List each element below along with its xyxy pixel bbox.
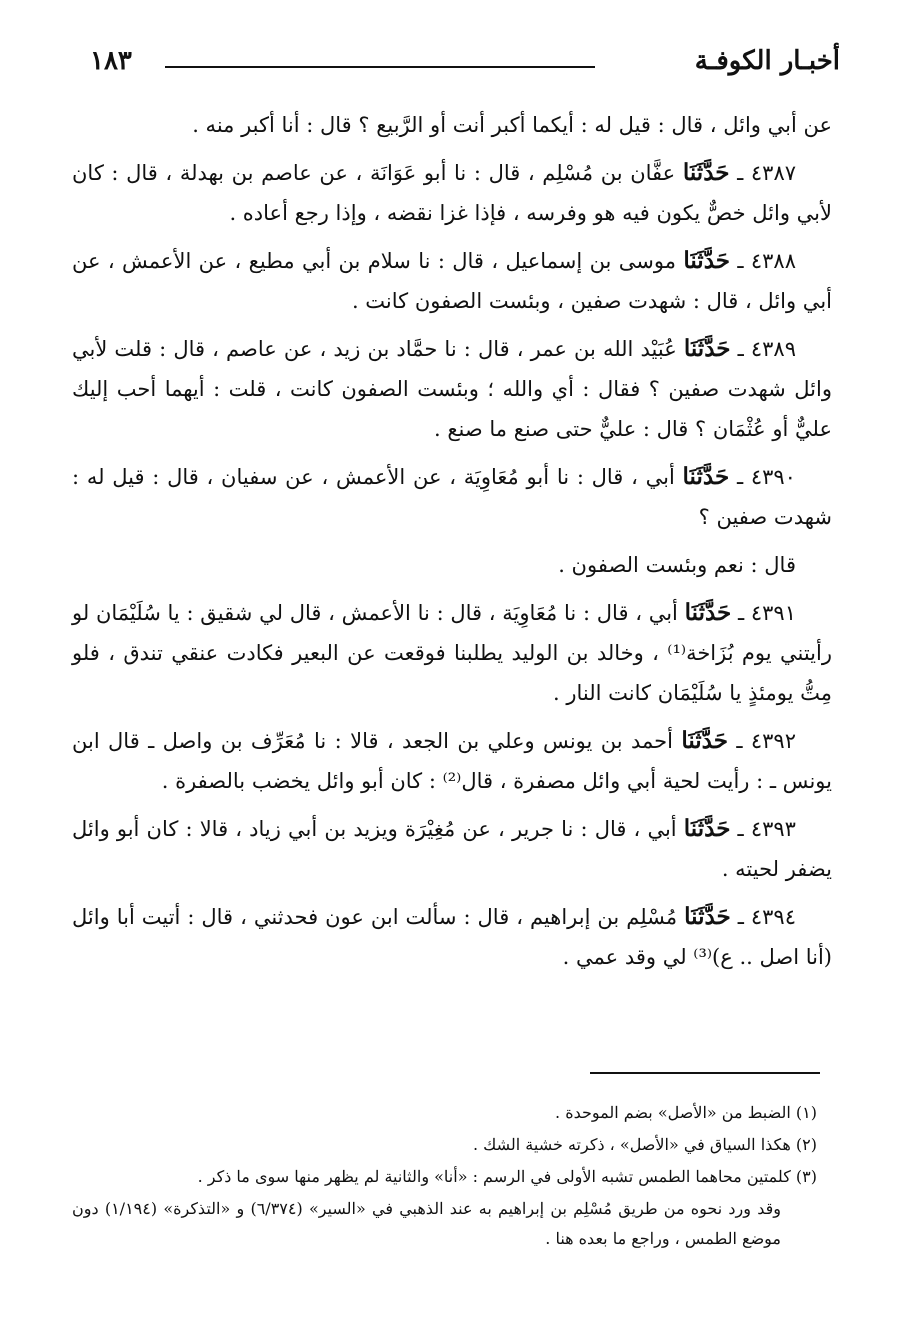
hadith-4390 <box>72 457 832 537</box>
hadith-number: ٤٣٨٧ ـ <box>737 161 797 185</box>
footnote-3: (٣) كلمتين محاهما الطمس تشبه الأولى في الرسم : «أنا» والثانية لم يظهر منها سوى ما ذكر . <box>197 1167 817 1186</box>
footnote-1: (١) الضبط من «الأصل» بضم الموحدة . <box>555 1103 817 1122</box>
hadith-4389 <box>72 329 832 449</box>
page-header <box>70 38 840 88</box>
hadith-number: ٤٣٨٩ ـ <box>737 337 796 361</box>
header-rule <box>165 66 595 68</box>
hadith-4390-reply <box>72 545 832 585</box>
hadith-text: عفَّان بن مُسْلِم ، قال : نا أبو عَوَانَة ، عن عاصم بن بهدلة ، قال : كان لأبي وائل خصٌّ يكون فيه هو وفرسه ، فإذا غزا نقضه ، وإذا رجع أعاده . <box>72 161 832 225</box>
hadith-number: ٤٣٩١ ـ <box>738 601 796 625</box>
hadith-lead: حَدَّثَنَا <box>684 903 731 930</box>
hadith-number: ٤٣٩٣ ـ <box>737 817 796 841</box>
footnotes <box>72 1098 817 1256</box>
hadith-4391 <box>72 593 832 713</box>
hadith-4387 <box>72 153 832 233</box>
hadith-text: أبي ، قال : نا مُعَاوِيَة ، قال : نا الأعمش ، قال لي شقيق : يا سُلَيْمَان لو رأيتني يوم بُزَاخة⁽¹⁾ ، وخالد بن الوليد يطلبنا فوقعت عن البعير فكادت عنقي تندق ، فلو مِتُّ يومئذٍ يا سُلَيْمَان كانت النار . <box>72 601 832 705</box>
page-number: ١٨٣ <box>90 46 132 76</box>
hadith-text: عُبَيْد الله بن عمر ، قال : نا حمَّاد بن زيد ، عن عاصم ، قال : قلت لأبي وائل شهدت صفين ؟ فقال : أي والله ؛ وبئست الصفون كانت ، قلت : أيهما أحب إليك عليٌّ أو عُثْمَان ؟ قال : عليٌّ حتى صنع ما صنع . <box>72 337 832 441</box>
hadith-lead: حَدَّثَنَا <box>684 599 732 626</box>
footnote-2: (٢) هكذا السياق في «الأصل» ، ذكرته خشية الشك . <box>472 1135 817 1154</box>
running-title: أخبـار الكوفـة <box>694 46 840 76</box>
main-text <box>72 105 832 985</box>
footnote-rule <box>590 1072 820 1074</box>
hadith-text: مُسْلِم بن إبراهيم ، قال : سألت ابن عون فحدثني ، قال : أتيت أبا وائل (أنا اصل .. ع)⁽³⁾ لي وقد عمي . <box>72 905 832 969</box>
hadith-lead: حَدَّثَنَا <box>683 247 730 274</box>
hadith-text: أحمد بن يونس وعلي بن الجعد ، قالا : نا مُعَرِّف بن واصل ـ قال ابن يونس ـ : رأيت لحية أبي وائل مصفرة ، قال⁽²⁾ : كان أبو وائل يخضب بالصفرة . <box>72 729 832 793</box>
hadith-number: ٤٣٩٠ ـ <box>736 465 796 489</box>
hadith-number: ٤٣٩٤ ـ <box>737 905 796 929</box>
hadith-text: أبي ، قال : نا أبو مُعَاوِيَة ، عن الأعمش ، عن سفيان ، قال : قيل له : شهدت صفين ؟ <box>72 465 832 529</box>
hadith-number: ٤٣٩٢ ـ <box>736 729 796 753</box>
hadith-text: قال : نعم وبئست الصفون . <box>558 553 796 577</box>
hadith-4394 <box>72 897 832 977</box>
hadith-lead: حَدَّثَنَا <box>682 463 730 490</box>
footnote-3-continuation: وقد ورد نحوه من طريق مُسْلِم بن إبراهيم به عند الذهبي في «السير» (٦/٣٧٤) و «التذكرة» (١/١٩٤) دون موضع الطمس ، وراجع ما بعده هنا . <box>72 1199 782 1248</box>
hadith-4393 <box>72 809 832 889</box>
hadith-4388 <box>72 241 832 321</box>
hadith-lead: حَدَّثَنَا <box>682 159 730 186</box>
hadith-continuation <box>72 105 832 145</box>
hadith-text: موسى بن إسماعيل ، قال : نا سلام بن أبي مطيع ، عن الأعمش ، عن أبي وائل ، قال : شهدت صفين ، وبئست الصفون كانت . <box>72 249 832 313</box>
hadith-lead: حَدَّثَنَا <box>681 727 728 754</box>
hadith-4392 <box>72 721 832 801</box>
hadith-lead: حَدَّثَنَا <box>683 335 731 362</box>
hadith-lead: حَدَّثَنَا <box>683 815 731 842</box>
hadith-text: أبي ، قال : نا جرير ، عن مُغِيْرَة ويزيد بن أبي زياد ، قالا : كان أبو وائل يضفر لحيته . <box>72 817 832 881</box>
hadith-number: ٤٣٨٨ ـ <box>737 249 796 273</box>
hadith-text: عن أبي وائل ، قال : قيل له : أيكما أكبر أنت أو الرَّبيع ؟ قال : أنا أكبر منه . <box>192 113 832 137</box>
